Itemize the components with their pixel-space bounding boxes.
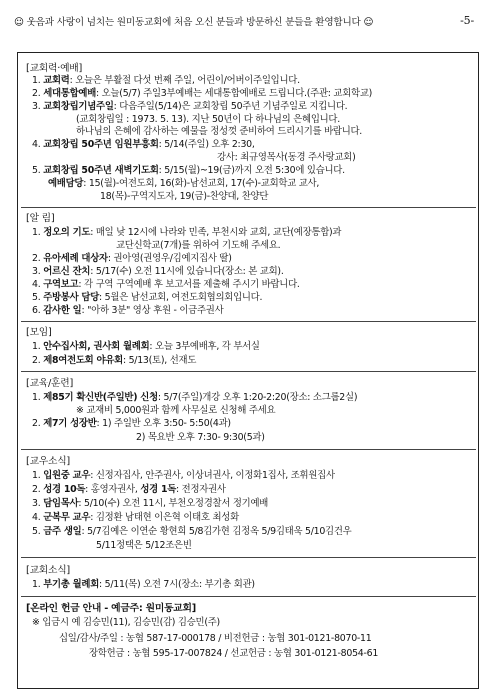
education-item-1-note: ※ 교재비 5,000원과 함께 사무실로 신청해 주세요 [76, 405, 276, 416]
members-item-3: 3. 담임목사: 5/10(수) 오전 11시, 부천오정경찰서 정기예배 [32, 498, 269, 509]
section-title-church-news: [교회소식] [26, 565, 70, 576]
section-title-worship: [교회력·예배] [26, 63, 83, 74]
meeting-item-2: 2. 제8여전도회 야유회: 5/13(토), 선재도 [32, 355, 197, 366]
members-item-5-cont: 5/11정택은 5/12조은빈 [96, 540, 192, 551]
section-title-online-giving: [온라인 헌금 안내 - 예금주: 원미동교회] [26, 603, 196, 614]
notice-item-1-cont: 교단신학교(7개)를 위하여 기도해 주세요. [116, 240, 281, 251]
worship-item-3-detail-2: 하나님의 은혜에 감사하는 예물을 정성껏 준비하여 드리시기를 바랍니다. [76, 126, 363, 137]
page-header [14, 14, 484, 28]
worship-item-4: 4. 교회창립 50주년 임원부흥회: 5/14(주일) 오후 2:30, [32, 139, 255, 150]
church-news-item-1: 1. 부기총 월례회: 5/11(목) 오전 7시(장소: 부기총 회관) [32, 579, 255, 590]
section-title-members: [교우소식] [26, 456, 70, 467]
notice-item-5: 5. 주방봉사 담당: 5월은 남선교회, 여전도회협의회입니다. [32, 292, 263, 303]
section-title-education: [교육/훈련] [26, 378, 74, 389]
education-item-2-cont: 2) 목요반 오후 7:30- 9:30(5과) [136, 432, 265, 443]
worship-item-5-leaders-cont: 18(목)-구역지도자, 19(금)-찬양대, 찬양단 [100, 191, 269, 202]
section-divider [21, 207, 476, 208]
notice-item-1: 1. 정오의 기도: 매일 낮 12시에 나라와 민족, 부천시와 교회, 교단(예장통합)과 [32, 227, 342, 238]
worship-item-3: 3. 교회창립기념주일: 다음주일(5/14)은 교회창립 50주년 기념주일로 지킵니다. [32, 101, 348, 112]
members-item-1: 1. 입원중 교우: 신정자집사, 안주권사, 이상녀권사, 이정화1집사, 조휘원집사 [32, 470, 335, 481]
notice-item-6: 6. 감사한 일: "아하 3분" 영상 후원 - 이금주권사 [32, 305, 224, 316]
notice-item-3: 3. 어르신 잔치: 5/17(수) 오전 11시에 있습니다(장소: 본 교회). [32, 266, 284, 277]
education-item-2: 2. 제7기 성장반: 1) 주일반 오후 3:50- 5:50(4과) [32, 418, 231, 429]
members-item-5: 5. 금주 생일: 5/7김예은 이연순 황현희 5/8김가현 김정옥 5/9김태욱 5/10김건우 [32, 526, 352, 537]
section-divider [21, 371, 476, 372]
giving-accounts-2: 장학헌금 : 농협 595-17-007824 / 선교헌금 : 농협 301-0121-8054-61 [89, 648, 379, 659]
section-title-notices: [알 림] [26, 213, 55, 224]
giving-accounts-1: 십일/감사/주일 : 농협 587-17-000178 / 비전헌금 : 농협 301-0121-8070-11 [59, 633, 372, 644]
worship-item-5: 5. 교회창립 50주년 새벽기도회: 5/15(월)~19(금)까지 오전 5:30에 있습니다. [32, 165, 345, 176]
notice-item-4: 4. 구역보고: 각 구역 구역예배 후 보고서를 제출해 주시기 바랍니다. [32, 279, 300, 290]
worship-item-2: 2. 세대통합예배: 오늘(5/7) 주일3부예배는 세대통합예배로 드립니다.(주관: 교회학교) [32, 88, 373, 99]
notice-item-2: 2. 유아세례 대상자: 권아영(권영우/김예지집사 딸) [32, 253, 232, 264]
section-divider [21, 321, 476, 322]
worship-item-1: 1. 교회력: 오늘은 부활절 다섯 번째 주일, 어린이/어버이주일입니다. [32, 75, 300, 86]
section-divider [21, 596, 476, 597]
page-number: -5- [460, 14, 474, 27]
education-item-1: 1. 제85기 확신반(주일반) 신청: 5/7(주일)개강 오후 1:20-2:20(장소: 소그룹2실) [32, 392, 358, 403]
worship-item-5-leaders: 예배담당: 15(월)-여전도회, 16(화)-남선교회, 17(수)-교회학교 교사, [48, 178, 320, 189]
meeting-item-1: 1. 안수집사회, 권사회 월례회: 오늘 3부예배후, 각 부서실 [32, 341, 260, 352]
section-divider [21, 557, 476, 558]
section-title-meetings: [모임] [26, 327, 52, 338]
worship-item-3-detail-1: (교회창립일 : 1973. 5. 13). 지난 50년이 다 하나님의 은혜입니다. [76, 114, 340, 125]
section-divider [21, 449, 476, 450]
members-item-4: 4. 군복무 교우: 김정환 남태현 이은혁 이태호 최성화 [32, 512, 239, 523]
giving-note: ※ 입금시 예 김승민(11), 김승민(감) 김승민(주) [32, 617, 220, 628]
members-item-2: 2. 성경 10독: 홍영자권사, 성경 1독: 전정자권사 [32, 484, 226, 495]
header-welcome-text: ☺ 웃음과 사랑이 넘치는 원미동교회에 처음 오신 분들과 방문하신 분들을 환영합니다 ☺ [14, 17, 374, 28]
worship-item-4-speaker: 강사: 최규영목사(동경 주사랑교회) [217, 152, 356, 163]
